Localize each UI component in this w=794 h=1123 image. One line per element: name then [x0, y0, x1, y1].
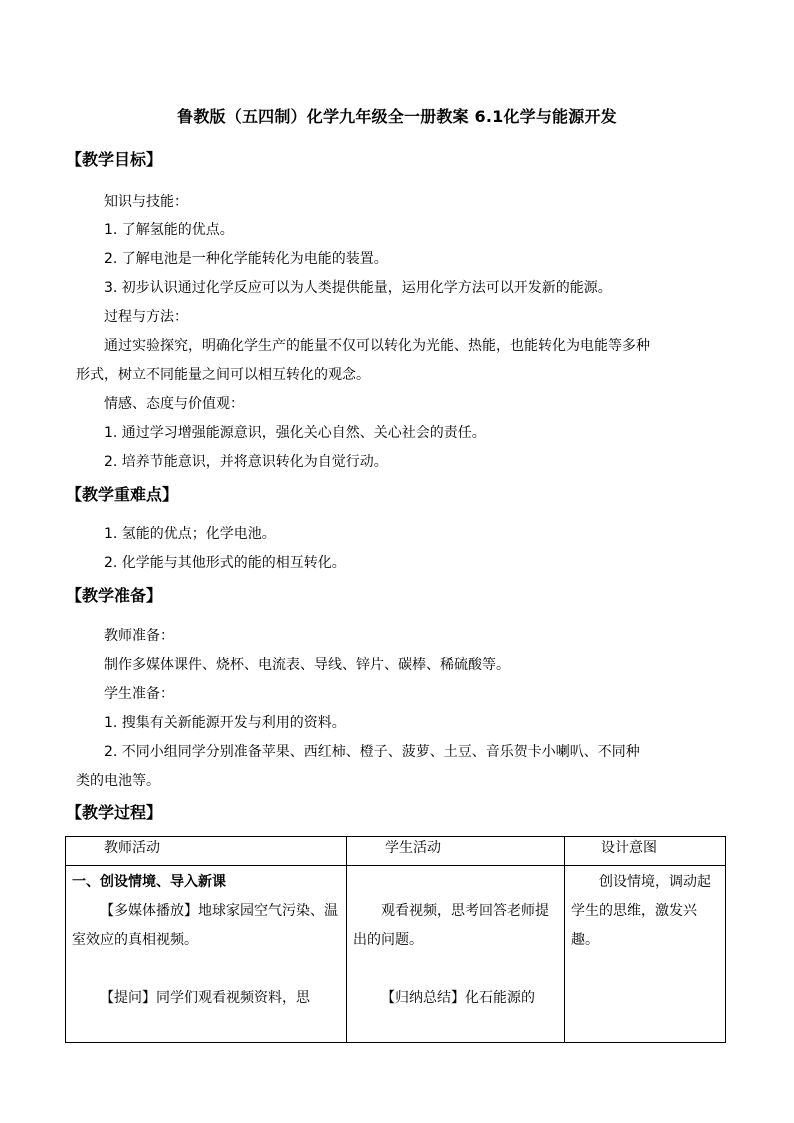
student-paragraph: 【归纳总结】化石能源的	[381, 990, 535, 1006]
goals-line: 形式，树立不同能量之间可以相互转化的观念。	[76, 367, 370, 383]
student-activity-cell	[347, 866, 565, 1043]
header-teacher-activity: 教师活动	[66, 837, 347, 866]
design-intent-cell	[565, 866, 726, 1043]
preparation-line: 学生准备：	[104, 686, 174, 702]
intent-paragraph: 创设情境，调动起学生的思维，激发兴趣。	[571, 874, 711, 948]
key-points-line: 2. 化学能与其他形式的能的相互转化。	[104, 555, 346, 571]
section-heading-goals: 【教学目标】	[66, 150, 163, 169]
goals-line: 3. 初步认识通过化学反应可以为人类提供能量，运用化学方法可以开发新的能源。	[104, 280, 612, 296]
teacher-activity-cell	[66, 866, 347, 1043]
section-heading-key-points: 【教学重难点】	[66, 485, 179, 504]
header-student-activity: 学生活动	[347, 837, 565, 866]
goals-line: 1. 了解氢能的优点。	[104, 222, 234, 238]
teacher-paragraph: 【多媒体播放】地球家园空气污染、温室效应的真相视频。	[72, 903, 338, 948]
goals-line: 过程与方法：	[104, 309, 188, 325]
table-header-row	[66, 837, 726, 866]
header-design-intent: 设计意图	[565, 837, 726, 866]
student-paragraph: 观看视频，思考回答老师提出的问题。	[353, 903, 549, 948]
goals-line: 情感、态度与价值观：	[104, 396, 244, 412]
preparation-line: 制作多媒体课件、烧杯、电流表、导线、锌片、碳棒、稀硫酸等。	[104, 657, 510, 673]
goals-line: 1. 通过学习增强能源意识，强化关心自然、关心社会的责任。	[104, 425, 486, 441]
goals-line: 知识与技能：	[104, 194, 188, 210]
preparation-line: 教师准备：	[104, 628, 174, 644]
preparation-line: 2. 不同小组同学分别准备苹果、西红柿、橙子、菠萝、土豆、音乐贺卡小喇叭、不同种	[104, 744, 640, 760]
teacher-step-title: 一、创设情境、导入新课	[72, 874, 226, 890]
teacher-paragraph: 【提问】同学们观看视频资料，思	[100, 990, 310, 1006]
goals-line: 2. 培养节能意识，并将意识转化为自觉行动。	[104, 454, 388, 470]
table-row	[66, 866, 726, 1043]
goals-line: 通过实验探究，明确化学生产的能量不仅可以转化为光能、热能，也能转化为电能等多种	[104, 338, 650, 354]
preparation-line: 1. 搜集有关新能源开发与利用的资料。	[104, 715, 346, 731]
preparation-line: 类的电池等。	[76, 773, 160, 789]
section-heading-process: 【教学过程】	[66, 803, 163, 822]
process-table	[65, 836, 726, 1043]
key-points-line: 1. 氢能的优点；化学电池。	[104, 526, 276, 542]
goals-line: 2. 了解电池是一种化学能转化为电能的装置。	[104, 251, 388, 267]
document-title: 鲁教版（五四制）化学九年级全一册教案 6.1化学与能源开发	[177, 107, 617, 126]
section-heading-preparation: 【教学准备】	[66, 586, 163, 605]
